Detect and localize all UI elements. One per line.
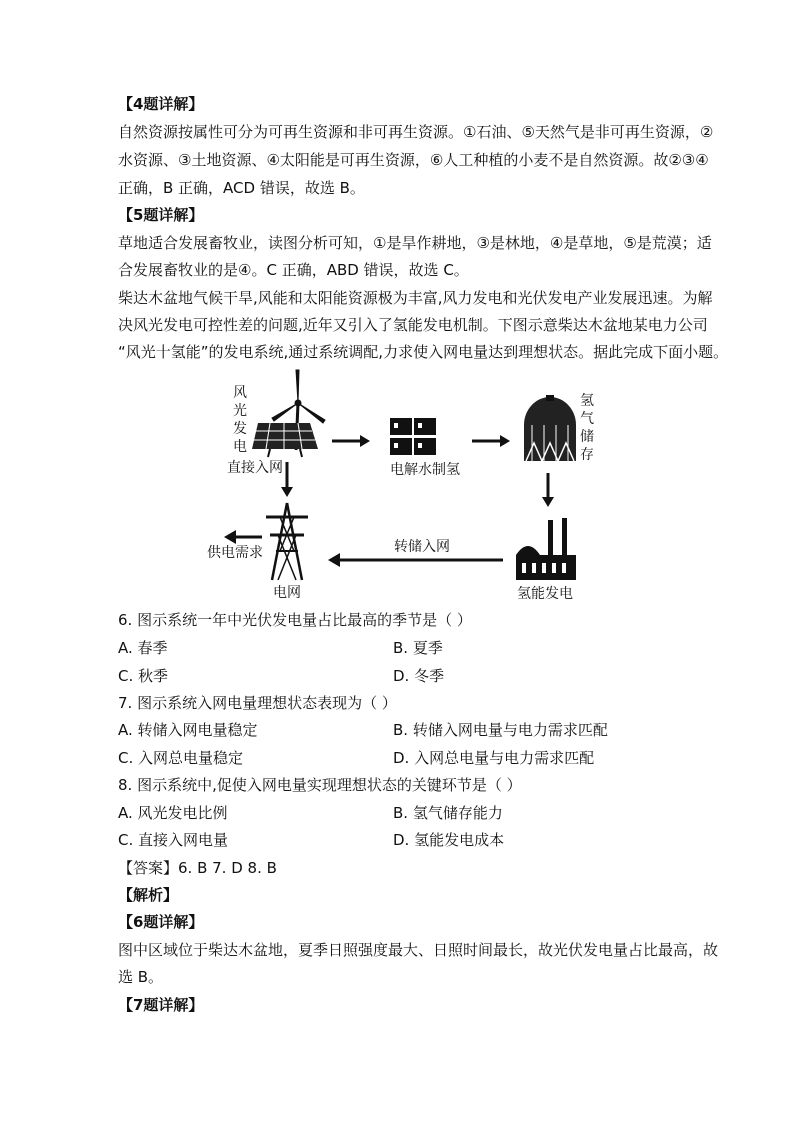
question-7-stem: 7. 图示系统入网电量理想状态表现为（ ） bbox=[118, 694, 397, 712]
question-8-option-d: D. 氢能发电成本 bbox=[393, 831, 505, 849]
grid-label: 电网 bbox=[273, 585, 301, 601]
wind-solar-label-2: 光 bbox=[233, 403, 247, 419]
intro-line-1: 柴达木盆地气候干旱,风能和太阳能资源极为丰富,风力发电和光伏发电产业发展迅速。为解 bbox=[118, 289, 713, 307]
solar-panel-icon bbox=[252, 423, 318, 457]
question-7-option-b: B. 转储入网电量与电力需求匹配 bbox=[393, 721, 608, 739]
storage-label-2: 气 bbox=[580, 411, 594, 427]
storage-label-3: 储 bbox=[580, 429, 594, 445]
hydrogen-power-label: 氢能发电 bbox=[517, 586, 573, 602]
q6-header: 【6题详解】 bbox=[118, 913, 204, 931]
electrolysis-label: 电解水制氢 bbox=[390, 462, 460, 478]
wind-solar-hydrogen-diagram bbox=[200, 365, 620, 605]
q4-header: 【4题详解】 bbox=[118, 95, 204, 113]
question-6-option-c: C. 秋季 bbox=[118, 667, 169, 685]
wind-solar-label-3: 发 bbox=[233, 421, 247, 437]
intro-line-2: 决风光发电可控性差的问题,近年又引入了氢能发电机制。下图示意柴达木盆地某电力公司 bbox=[118, 316, 708, 334]
power-plant-icon bbox=[516, 518, 576, 580]
storage-label-4: 存 bbox=[580, 447, 594, 463]
q4-text-line-1: 自然资源按属性可分为可再生资源和非可再生资源。①石油、⑤天然气是非可再生资源，② bbox=[118, 123, 714, 141]
question-8-option-b: B. 氢气储存能力 bbox=[393, 804, 503, 822]
answer-line: 【答案】6. B 7. D 8. B bbox=[118, 859, 277, 877]
intro-line-3: “风光十氢能”的发电系统,通过系统调配,力求使入网电量达到理想状态。据此完成下面小题。 bbox=[118, 343, 729, 361]
direct-grid-label: 直接入网 bbox=[227, 460, 283, 476]
q5-header: 【5题详解】 bbox=[118, 206, 204, 224]
transfer-grid-label: 转储入网 bbox=[394, 539, 450, 555]
question-8-option-a: A. 风光发电比例 bbox=[118, 804, 228, 822]
arrow-left-icon bbox=[224, 530, 262, 544]
question-7-option-a: A. 转储入网电量稳定 bbox=[118, 721, 258, 739]
question-8-option-c: C. 直接入网电量 bbox=[118, 831, 229, 849]
transmission-tower-icon bbox=[266, 503, 308, 580]
q7-header: 【7题详解】 bbox=[118, 996, 204, 1014]
question-6-option-a: A. 春季 bbox=[118, 639, 168, 657]
arrow-down-icon bbox=[542, 473, 554, 507]
q4-text-line-3: 正确，B 正确，ACD 错误，故选 B。 bbox=[118, 179, 365, 197]
question-6-option-b: B. 夏季 bbox=[393, 639, 443, 657]
arrow-right-icon bbox=[472, 435, 510, 447]
hydrogen-tank-icon bbox=[524, 395, 576, 461]
question-6-stem: 6. 图示系统一年中光伏发电量占比最高的季节是（ ） bbox=[118, 611, 472, 629]
demand-label: 供电需求 bbox=[207, 545, 263, 561]
question-7-option-d: D. 入网总电量与电力需求匹配 bbox=[393, 749, 595, 767]
storage-label-1: 氢 bbox=[580, 393, 594, 409]
q5-text-line-2: 合发展畜牧业的是④。C 正确，ABD 错误，故选 C。 bbox=[118, 261, 469, 279]
q5-text-line-1: 草地适合发展畜牧业，读图分析可知，①是旱作耕地，③是林地，④是草地，⑤是荒漠；适 bbox=[118, 234, 712, 252]
question-6-option-d: D. 冬季 bbox=[393, 667, 445, 685]
electrolysis-cell-icon bbox=[390, 418, 436, 455]
q6-text-line-2: 选 B。 bbox=[118, 968, 164, 986]
question-7-option-c: C. 入网总电量稳定 bbox=[118, 749, 244, 767]
question-8-stem: 8. 图示系统中,促使入网电量实现理想状态的关键环节是（ ） bbox=[118, 776, 522, 794]
analysis-header: 【解析】 bbox=[118, 886, 179, 904]
arrow-right-icon bbox=[332, 435, 370, 447]
wind-solar-label-4: 电 bbox=[233, 439, 247, 455]
q6-text-line-1: 图中区域位于柴达木盆地，夏季日照强度最大、日照时间最长，故光伏发电量占比最高，故 bbox=[118, 941, 719, 959]
q4-text-line-2: 水资源、③土地资源、④太阳能是可再生资源，⑥人工种植的小麦不是自然资源。故②③④ bbox=[118, 151, 709, 169]
wind-solar-label-1: 风 bbox=[233, 385, 247, 401]
arrow-left-icon bbox=[328, 553, 503, 567]
